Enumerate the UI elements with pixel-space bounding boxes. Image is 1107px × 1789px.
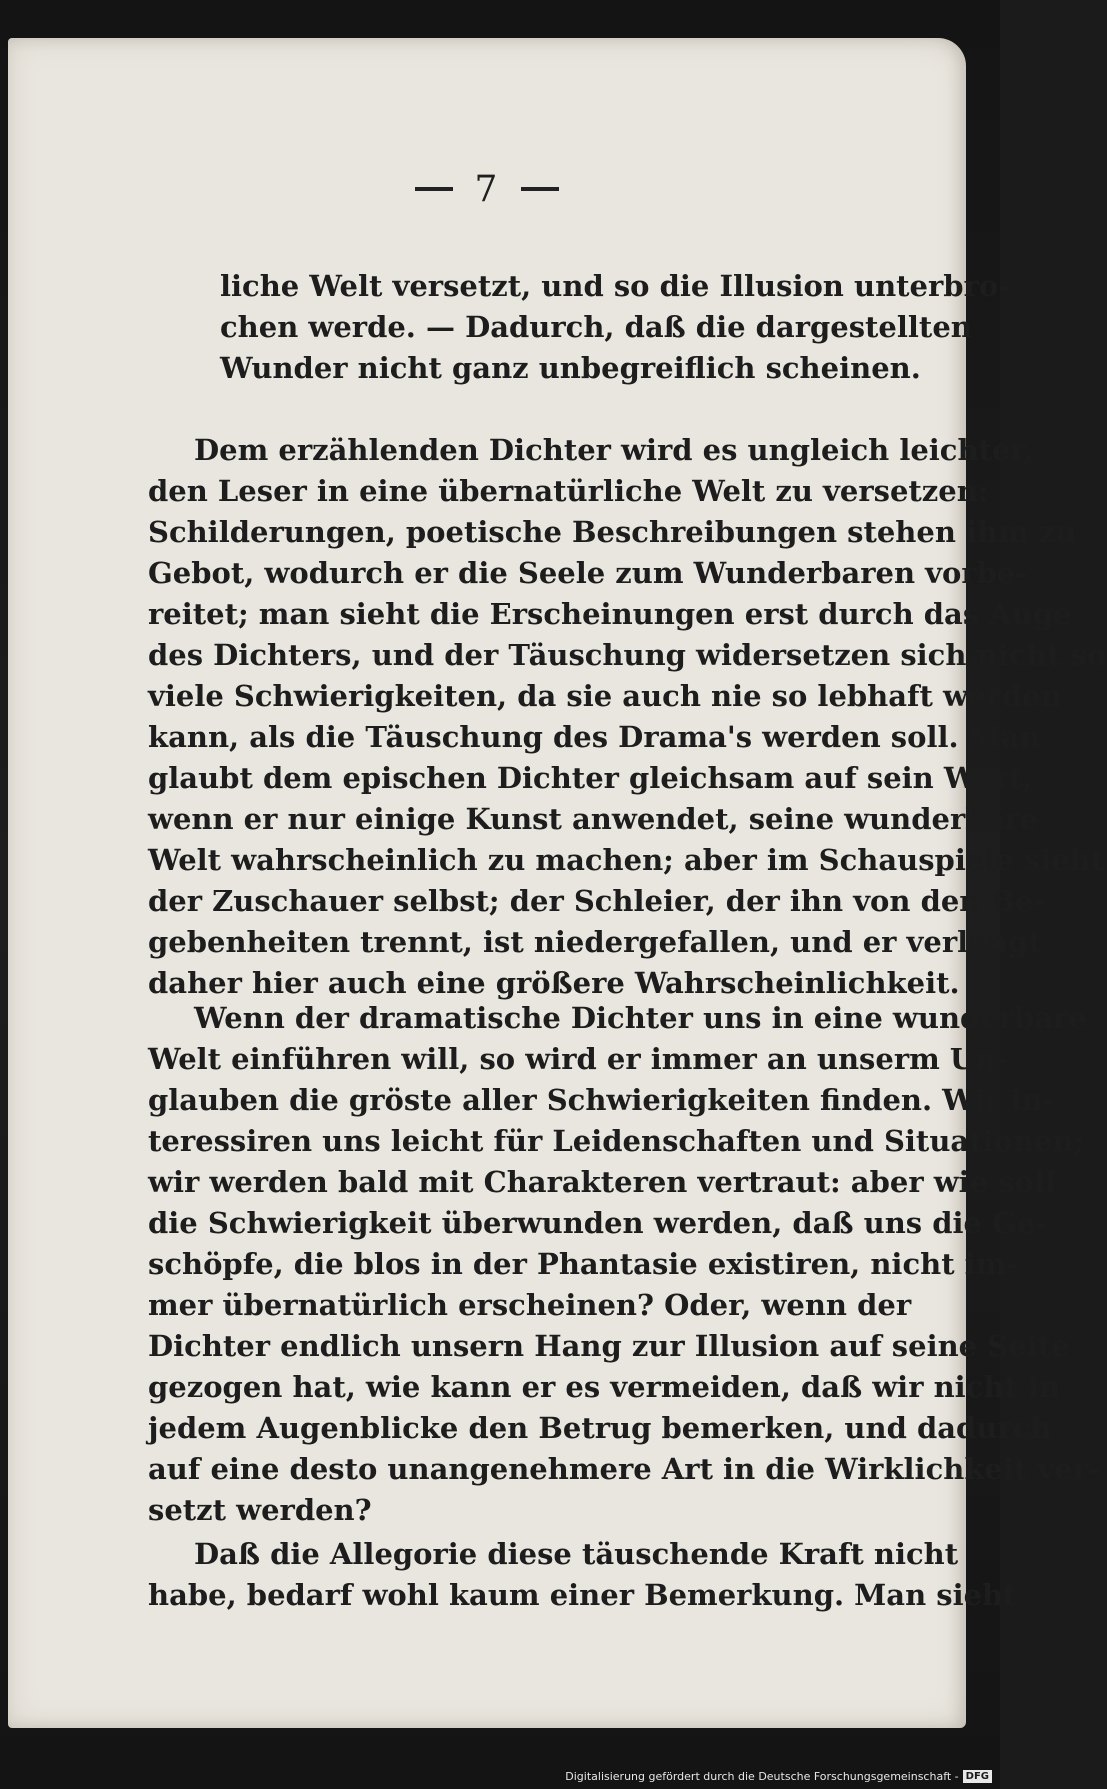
page-number <box>8 166 966 210</box>
text-line: des Dichters, und der Täuschung widersetzen sich nicht so <box>148 638 1107 672</box>
paragraph-3 <box>148 998 1100 1531</box>
text-line: schöpfe, die blos in der Phantasie existiren, nicht im- <box>148 1247 1019 1281</box>
paragraph-4 <box>148 1534 1017 1616</box>
text-line: glauben die gröste aller Schwierigkeiten finden. Wir in- <box>148 1083 1055 1117</box>
digitization-credit <box>565 1770 992 1784</box>
dfg-logo: DFG <box>963 1770 992 1783</box>
text-line: mer übernatürlich erscheinen? Oder, wenn der <box>148 1288 912 1322</box>
text-line: Dichter endlich unsern Hang zur Illusion auf seine Seite <box>148 1329 1070 1363</box>
text-line: gezogen hat, wie kann er es vermeiden, daß wir nicht in <box>148 1370 1061 1404</box>
text-line: viele Schwierigkeiten, da sie auch nie so lebhaft werden <box>148 679 1062 713</box>
text-line: auf eine desto unangenehmere Art in die Wirklichkeit ver- <box>148 1452 1100 1486</box>
paragraph-2 <box>148 430 1107 1004</box>
text-line: Wunder nicht ganz unbegreiflich scheinen. <box>220 351 921 385</box>
text-line: teressiren uns leicht für Leidenschaften und Situationen; <box>148 1124 1085 1158</box>
text-line: Schilderungen, poetische Beschreibungen stehen ihm zu <box>148 515 1077 549</box>
text-line: Dem erzählenden Dichter wird es ungleich leichter, <box>194 433 1034 467</box>
page-number-value: 7 <box>474 168 500 210</box>
text-line: Wenn der dramatische Dichter uns in eine wunderbare <box>194 1001 1087 1035</box>
page-number-dash-left <box>415 187 453 191</box>
text-line: Daß die Allegorie diese täuschende Kraft nicht <box>194 1537 959 1571</box>
text-line: Welt einführen will, so wird er immer an unserm Un- <box>148 1042 1009 1076</box>
text-line: setzt werden? <box>148 1493 372 1527</box>
text-line: den Leser in eine übernatürliche Welt zu versetzen: <box>148 474 989 508</box>
text-line: chen werde. — Dadurch, daß die dargestellten <box>220 310 972 344</box>
text-line: reitet; man sieht die Erscheinungen erst durch das Auge <box>148 597 1072 631</box>
paragraph-1 <box>220 266 1011 389</box>
book-page <box>8 38 1107 1728</box>
text-line: der Zuschauer selbst; der Schleier, der ihn von den Be- <box>148 884 1046 918</box>
text-line: gebenheiten trennt, ist niedergefallen, und er verlangt <box>148 925 1042 959</box>
text-line: die Schwierigkeit überwunden werden, daß uns die Ge- <box>148 1206 1048 1240</box>
text-line: glaubt dem epischen Dichter gleichsam auf sein Wort, <box>148 761 1033 795</box>
text-line: Gebot, wodurch er die Seele zum Wunderbaren vorbe- <box>148 556 1028 590</box>
text-line: liche Welt versetzt, und so die Illusion unterbro- <box>220 269 1011 303</box>
text-line: jedem Augenblicke den Betrug bemerken, und dadurch <box>148 1411 1052 1445</box>
text-line: Welt wahrscheinlich zu machen; aber im Schauspiele sieht <box>148 843 1105 877</box>
text-line: kann, als die Täuschung des Drama's werden soll. Man <box>148 720 1041 754</box>
text-line: wir werden bald mit Charakteren vertraut: aber wie soll <box>148 1165 1056 1199</box>
digitization-credit-text: Digitalisierung gefördert durch die Deutsche Forschungsgemeinschaft - <box>565 1769 959 1783</box>
text-line: daher hier auch eine größere Wahrscheinlichkeit. <box>148 966 960 1000</box>
text-line: habe, bedarf wohl kaum einer Bemerkung. Man sieht <box>148 1578 1017 1612</box>
page-number-dash-right <box>521 187 559 191</box>
text-line: wenn er nur einige Kunst anwendet, seine wunderbare <box>148 802 1039 836</box>
